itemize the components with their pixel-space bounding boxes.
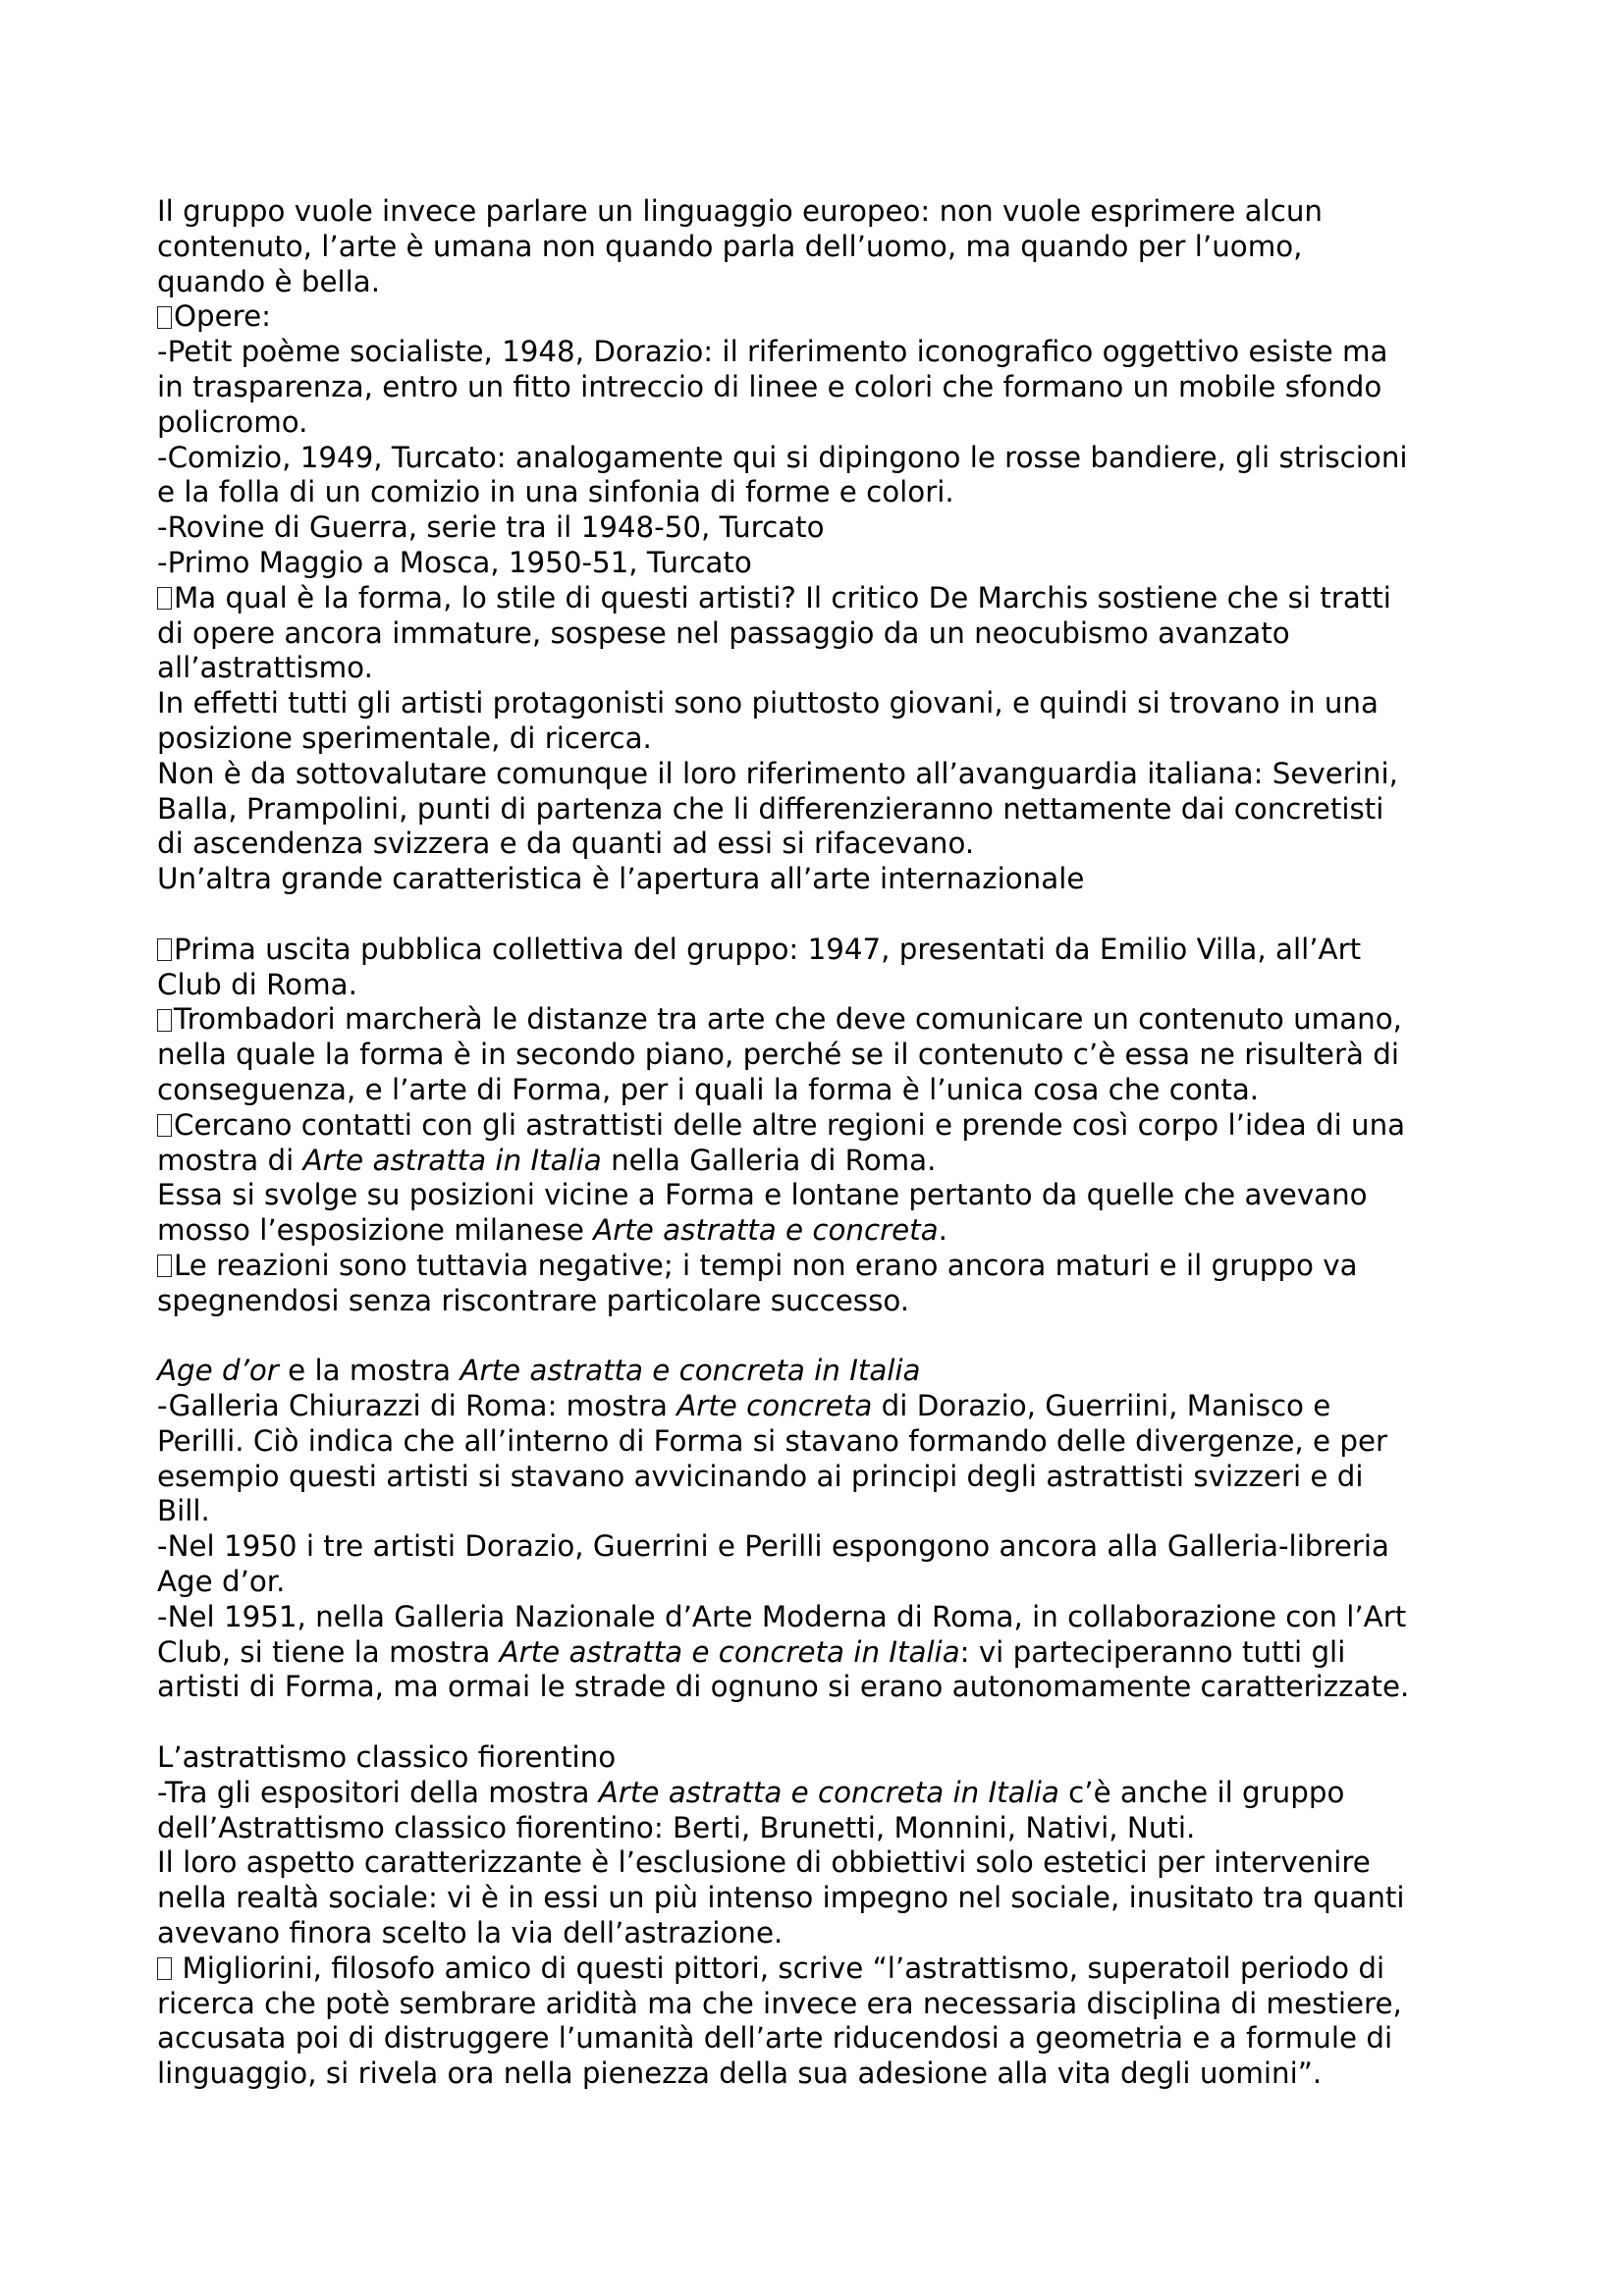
blank-line [157,1705,1473,1740]
italic-title: Arte astratta in Italia [302,1143,602,1177]
text-line: dell’Astrattismo classico fiorentino: Berti, Brunetti, Monnini, Nativi, Nuti. [157,1810,1196,1844]
text-span: -Tra gli espositori della mostra [157,1775,599,1809]
text-span: di Dorazio, Guerriini, Manisco e [872,1389,1331,1423]
section-heading: L’astrattismo classico fiorentino [157,1740,617,1775]
text-line [157,581,1473,616]
text-line: avevano finora scelto la via dell’astrazione. [157,1916,784,1950]
text-span: mosso l’esposizione milanese [157,1213,594,1248]
text-line: Il gruppo vuole invece parlare un linguaggio europeo: non vuole esprimere alcun [157,194,1323,228]
text-line [157,933,1473,968]
text-line: conseguenza, e l’arte di Forma, per i quali la forma è l’unica cosa che conta. [157,1072,1260,1106]
text-span: nella Galleria di Roma. [601,1143,937,1177]
text-line: Perilli. Ciò indica che all’interno di Forma si stavano formando delle divergenze, e per [157,1423,1388,1458]
text-line: policromo. [157,404,308,439]
text-line: quando è bella. [157,264,381,298]
text-line [157,1249,1473,1284]
bullet-icon [157,1957,172,1980]
text-line: -Nel 1951, nella Galleria Nazionale d’Arte Moderna di Roma, in collaborazione con l’Art [157,1599,1407,1633]
text-line: all’astrattismo. [157,651,373,685]
bullet-icon [157,1009,172,1032]
text-line: nella realtà sociale: vi è in essi un più intenso impegno nel sociale, inusitato tra quanti [157,1881,1405,1915]
text-span: e la mostra [278,1354,460,1388]
text-line [157,1389,1473,1424]
text-line: In effetti tutti gli artisti protagonisti sono piuttosto giovani, e quindi si trovano in una [157,686,1379,721]
text-line: di ascendenza svizzera e da quanti ad essi si rifacevano. [157,827,975,861]
text-line [157,1951,1473,1987]
text-span: -Galleria Chiurazzi di Roma: mostra [157,1389,677,1423]
text-line [157,1776,1473,1811]
blank-line [157,897,1473,933]
text-line: nella quale la forma è in secondo piano, perché se il contenuto c’è essa ne risulterà di [157,1038,1399,1072]
text-span: : vi parteciperanno tutti gli [959,1634,1346,1669]
text-line: e la folla di un comizio in una sinfonia di forme e colori. [157,475,954,509]
text-line: -Petit poème socialiste, 1948, Dorazio: il riferimento iconografico oggettivo esiste ma [157,335,1388,369]
text-line: Il loro aspetto caratterizzante è l’esclusione di obbiettivi solo estetici per intervenire [157,1845,1371,1880]
italic-title: Age d’or [157,1354,279,1388]
text-span: Ma qual è la forma, lo stile di questi artisti? Il critico De Marchis sostiene che si tratti [173,580,1391,614]
text-line: Non è da sottovalutare comunque il loro riferimento all’avanguardia italiana: Severini, [157,756,1398,790]
text-line [157,299,1473,335]
text-line: -Comizio, 1949, Turcato: analogamente qui si dipingono le rosse bandiere, gli striscioni [157,440,1408,474]
blank-line [157,1319,1473,1355]
text-span: Le reazioni sono tuttavia negative; i tempi non erano ancora maturi e il gruppo va [173,1248,1358,1282]
text-line [157,1144,1473,1179]
text-line: linguaggio, si rivela ora nella pienezza della sua adesione alla vita degli uomini”. [157,2056,1323,2091]
text-line: Balla, Prampolini, punti di partenza che li differenzieranno nettamente dai concretisti [157,791,1384,826]
text-line: -Nel 1950 i tre artisti Dorazio, Guerrini e Perilli espongono ancora alla Galleria-libreria [157,1529,1389,1564]
text-line: ricerca che potè sembrare aridità ma che invece era necessaria disciplina di mestiere, [157,1986,1402,2020]
text-line: esempio questi artisti si stavano avvicinando ai principi degli astrattisti svizzeri e di [157,1459,1364,1493]
text-line: posizione sperimentale, di ricerca. [157,721,652,755]
text-span: Prima uscita pubblica collettiva del gruppo: 1947, presentati da Emilio Villa, all’Art [173,932,1362,966]
section-heading [157,1354,1473,1389]
text-line: contenuto, l’arte è umana non quando parla dell’uomo, ma quando per l’uomo, [157,229,1303,263]
text-line: Club di Roma. [157,967,357,1001]
bullet-icon [157,1114,172,1137]
text-line [157,1213,1473,1249]
text-span: mostra di [157,1143,303,1177]
text-span: Migliorini, filosofo amico di questi pittori, scrive “l’astrattismo, superatoil periodo di [182,1950,1385,1985]
italic-title: Arte concreta [676,1389,873,1423]
text-span: Cercano contatti con gli astrattisti delle altre regioni e prende così corpo l’idea di una [173,1107,1406,1142]
text-span: . [938,1213,947,1248]
text-line: spegnendosi senza riscontrare particolare successo. [157,1283,910,1317]
text-span: Opere: [173,299,271,334]
text-line: Age d’or. [157,1565,286,1599]
text-span: Club, si tiene la mostra [157,1634,500,1669]
text-span: Trombadori marcherà le distanze tra arte che deve comunicare un contenuto umano, [173,1002,1402,1037]
text-span: c’è anche il gruppo [1058,1775,1345,1809]
text-line: Essa si svolge su posizioni vicine a Forma e lontane pertanto da quelle che avevano [157,1178,1368,1212]
italic-title: Arte astratta e concreta [593,1213,939,1248]
text-line: di opere ancora immature, sospese nel passaggio da un neocubismo avanzato [157,615,1290,650]
italic-title: Arte astratta e concreta in Italia [598,1775,1059,1809]
bullet-icon [157,938,172,961]
text-line [157,1108,1473,1144]
italic-title: Arte astratta e concreta in Italia [460,1354,921,1388]
italic-title: Arte astratta e concreta in Italia [499,1634,960,1669]
text-line: artisti di Forma, ma ormai le strade di ognuno si erano autonomamente caratterizzate. [157,1670,1410,1704]
bullet-icon [157,1255,172,1277]
text-line: -Rovine di Guerra, serie tra il 1948-50, Turcato [157,510,825,545]
text-line: in trasparenza, entro un fitto intreccio di linee e colori che formano un mobile sfondo [157,369,1382,403]
document-page [157,194,1473,2092]
text-line: Bill. [157,1494,210,1528]
text-line: -Primo Maggio a Mosca, 1950-51, Turcato [157,545,752,579]
text-line: Un’altra grande caratteristica è l’apertura all’arte internazionale [157,862,1085,896]
text-line [157,1635,1473,1671]
bullet-icon [157,587,172,610]
bullet-icon [157,306,172,329]
text-line: accusata poi di distruggere l’umanità dell’arte riducendosi a geometria e a formule di [157,2021,1393,2056]
text-line [157,1002,1473,1038]
